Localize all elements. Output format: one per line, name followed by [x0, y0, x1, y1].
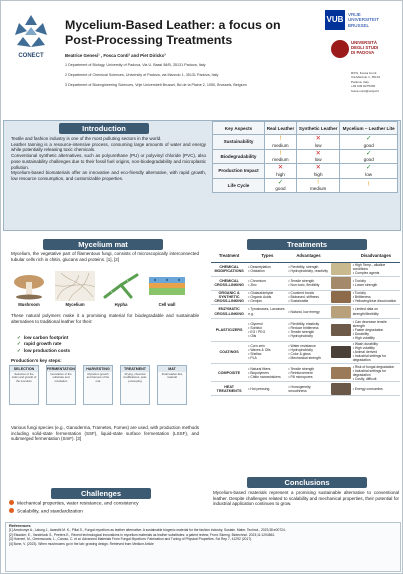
treatment-types-item: • Organic Acids	[248, 295, 272, 300]
tr-header: Treatment	[211, 251, 247, 262]
treatment-types-item: • Genipin	[248, 299, 263, 304]
treatment-adv-item: • Hydrophobicity	[288, 333, 313, 338]
ka-cell-text: high	[313, 171, 323, 177]
sample-swatch	[331, 367, 351, 379]
sample-swatch	[331, 263, 351, 275]
introduction-heading: Introduction	[59, 123, 149, 134]
treatment-adv	[287, 319, 329, 341]
reference-item: [3] Hoenerl, M., Greenwoods, L., Caruso, C. et al. Advanced Materials From Fungal Mycelium: Fabrication and Tuning of Physical Properties. Sci Rep 7, 41292 (2017).	[9, 537, 253, 542]
treatment-dis-item: • High Temp., alkaline conditions	[352, 263, 386, 272]
ka-row-label: Sustainability	[213, 135, 265, 150]
warning-icon: !	[317, 178, 320, 186]
challenge-item: Scalability, and standardization	[9, 508, 139, 516]
treatment-name: PLASTICIZERS	[211, 319, 247, 341]
treatment-types-item: • Zinc	[248, 283, 257, 288]
intro-paragraph: Textile and fashion industry is one of the most polluting sectors in the world.	[11, 136, 162, 141]
treatment-types	[247, 319, 287, 341]
mycelium-intro: Mycelium, the vegetative part of filamentous fungi, consists of microscopically interconnected tubular cells rich in chitin, glucans and proteins. [1], [2]	[11, 251, 199, 262]
contact-line: fosca.conti@unipd.it	[351, 88, 379, 93]
tr-header: Disadvantages	[352, 251, 400, 262]
challenges-heading: Challenges	[51, 488, 151, 499]
treatment-row	[211, 262, 400, 276]
step-desc: Mycelium growth and harvest of the mat	[86, 372, 110, 383]
conect-logo-icon	[5, 11, 57, 53]
treatment-adv-item: • Color & gloss	[288, 352, 311, 357]
treatment-types	[247, 364, 287, 382]
ka-cell-text: medium	[309, 186, 327, 191]
unipd-line: DI PADOVA	[351, 50, 375, 55]
treatment-sample	[330, 262, 352, 276]
treatment-dis	[352, 305, 400, 319]
treatment-adv-item: • Fill micropores	[288, 374, 313, 379]
mycelium-properties: These natural polymers make it a promising material for biodegradable and sustainable alternatives to traditional leather for their:	[11, 313, 199, 324]
warning-icon: !	[279, 135, 282, 142]
treatment-name: ORGANIC & SYNTHETIC CROSS-LINKING	[211, 290, 247, 304]
contact-line: +39 049 8275336	[351, 84, 376, 89]
ka-cell	[265, 149, 297, 164]
treatment-row	[211, 319, 400, 341]
treatment-types	[247, 290, 287, 304]
references-heading: References	[9, 523, 31, 528]
conect-logo	[5, 11, 57, 69]
ka-row	[213, 149, 398, 164]
treatment-dis	[352, 290, 400, 304]
affiliation-1: 1 Department of Biology, University of Padova, Via U. Bassi 58/B, 35131 Padova, Italy	[65, 63, 206, 67]
step-desc: Selection of the strain and growth of the inoculum	[11, 372, 37, 383]
contact-block	[351, 71, 380, 93]
ka-cell-text: low	[365, 171, 373, 177]
key-aspects-table	[212, 121, 398, 193]
step-desc: Final leather-like material	[161, 372, 183, 380]
treatment-types-item: • Chromium	[248, 279, 266, 284]
vub-logo	[325, 10, 397, 40]
cross-icon: ✕	[315, 164, 321, 171]
ka-cell	[296, 164, 339, 179]
treatment-row	[211, 341, 400, 363]
mycelium-images	[9, 271, 189, 307]
treatment-dis-item: • Yellowing/blue discoloration	[352, 299, 397, 304]
treatment-sample	[330, 341, 352, 363]
vub-line: BRUSSEL	[348, 22, 370, 28]
treatment-dis-item: • Brittleness	[352, 295, 371, 300]
sample-swatch	[331, 306, 351, 318]
ka-header: Key Aspects	[213, 122, 265, 135]
treatment-row	[211, 305, 400, 319]
treatment-dis-item: • Faster degradation	[352, 327, 384, 332]
step-name: SELECTION	[10, 366, 38, 372]
cross-icon: ✕	[315, 149, 321, 157]
bullet-icon	[9, 500, 14, 505]
image-caption: Mycelium	[65, 302, 85, 307]
references-box	[5, 522, 401, 572]
tr-header	[330, 251, 352, 262]
step-name: MAT	[158, 366, 186, 372]
step-name: FERMENTATION	[47, 367, 76, 371]
check-icon: ✓	[277, 178, 284, 186]
treatment-row	[211, 382, 400, 396]
challenge-item: Mechanical properties, water resistance, and consistency	[9, 500, 139, 508]
vub-mark: VUB	[325, 10, 345, 30]
treatment-dis-item: • Toxicity	[352, 291, 366, 296]
check-icon: ✓	[365, 149, 372, 157]
bullet-icon	[9, 508, 14, 513]
conclusions-heading: Conclusions	[247, 477, 367, 488]
cross-icon: ✕	[315, 135, 321, 142]
ka-row-label: Biodegradability	[213, 149, 265, 164]
ka-row	[213, 164, 398, 179]
treatment-dis-item: • Wash durability	[352, 342, 378, 347]
treatment-dis	[352, 319, 400, 341]
reference-item: [1] Amobonye A., Lalung J., Awasthi M. K., Pillai S., Fungal mycelium as leather alternative: A sustainable biogenic material for the fashion industry, Sustain. Mater. Technol., 2023;38:e00724.	[9, 528, 286, 533]
treatment-dis-item: • Industrial settings for degradation	[352, 354, 387, 363]
treatment-name: CHEMICAL CROSS-LINKING	[211, 276, 247, 290]
treatment-types-item: • Sorbitol	[248, 325, 262, 330]
step-desc: Inoculation of the substrate and incubation	[50, 372, 72, 383]
treatment-adv	[287, 290, 329, 304]
ka-cell	[265, 135, 297, 150]
ka-cell-text: low	[314, 142, 322, 148]
ka-cell	[265, 178, 297, 193]
image-caption: Hypha	[114, 302, 128, 307]
treatment-adv-item: • Tensile strength	[288, 329, 315, 334]
treatment-dis-item: • Animal derived	[352, 350, 378, 355]
vub-line: UNIVERSITEIT	[348, 17, 380, 23]
cell-wall-image	[147, 271, 187, 301]
ka-cell-text: good	[363, 157, 374, 162]
treatment-types-item: • Tyrosinases, Laccases e.g.	[248, 307, 285, 316]
treatment-types	[247, 341, 287, 363]
treatment-adv-item: • Homogeneity, smoothness	[288, 384, 312, 393]
treatment-adv-item: • Reduce brittleness	[288, 325, 319, 330]
treatment-types-item: • PLA	[248, 356, 257, 361]
mycelium-network-icon	[55, 271, 95, 301]
check-icon: ✓	[365, 164, 372, 171]
unipd-line: UNIVERSITÀ	[351, 40, 378, 45]
treatment-adv-item: • Non toxic, flexibility	[288, 283, 320, 288]
check-icon: ✓	[17, 341, 21, 347]
contact-line: Padova, Italy	[351, 79, 369, 84]
ka-cell	[340, 164, 398, 179]
authors: Beatrice Genesi¹ , Fosca Conti² and Piet Dirickx³	[65, 53, 166, 58]
treatment-dis-item: • Can decrease tensile strength	[352, 319, 387, 328]
mushroom-icon	[9, 271, 49, 301]
treatment-types-item: • Glutaraldehyde	[248, 291, 274, 296]
sample-swatch	[331, 291, 351, 303]
production-steps	[9, 365, 195, 405]
treatments-heading: Treatments	[247, 239, 367, 250]
treatment-adv	[287, 364, 329, 382]
tr-header: Types	[247, 251, 287, 262]
image-caption: Cell wall	[158, 302, 176, 307]
step-name: HARVESTING	[84, 366, 112, 372]
hypha-image	[101, 271, 141, 301]
reference-item: [2] Elsacker, E., Vandelook S., Peeters E., Recent technological innovations in mycelium materials as leather substitutes: a patent review, Front. Bioeng. Biotechnol. 2023;11:1204861.	[9, 532, 276, 537]
benefit-item: ✓ rapid growth rate	[17, 341, 62, 347]
conclusions-body: Mycelium-based materials represent a promising sustainable alternative to conventional leather. Despite challenges related to scalability and mechanical properties, their potential for industrial application continues to grow.	[213, 490, 399, 507]
treatments-table	[211, 251, 400, 396]
check-icon: ✓	[17, 335, 21, 340]
treatment-sample	[330, 290, 352, 304]
treatment-row	[211, 276, 400, 290]
treatment-dis-item: • Complex agents	[352, 271, 380, 276]
treatment-sample	[330, 276, 352, 290]
unipd-seal-icon	[331, 40, 349, 58]
treatment-adv	[287, 262, 329, 276]
treatment-adv-item: • Covalent bonds	[288, 291, 315, 296]
poster-title: Mycelium-Based Leather: a focus on Post-Processing Treatments	[65, 18, 281, 47]
vub-line: VRIJE	[348, 12, 361, 17]
ka-cell-text: low	[314, 157, 322, 162]
treatment-adv-item: • Tensile strength	[288, 366, 315, 371]
benefit-item: ✓ low carbon footprint	[17, 335, 69, 340]
ka-cell-text: good	[275, 186, 286, 191]
treatment-dis	[352, 262, 400, 276]
treatment-dis-item: • High volatility	[352, 346, 375, 351]
treatment-types	[247, 276, 287, 290]
treatment-adv-item: • Hydrophobicity	[288, 348, 313, 353]
treatment-dis-item: • High volatility	[352, 335, 375, 340]
ka-row	[213, 135, 398, 150]
ka-cell-text: good	[363, 142, 374, 148]
sample-swatch	[331, 277, 351, 289]
treatment-adv-item: • Flexibility, elasticity	[288, 321, 320, 326]
treatment-dis-item: • Costly, difficult	[352, 376, 377, 381]
treatment-dis-item: • Lower strength	[352, 283, 378, 288]
ka-row-label: Production Impact	[213, 164, 265, 179]
sample-swatch	[331, 346, 351, 358]
treatment-types-item: • Hot pressing	[248, 386, 270, 391]
ka-cell-text: medium	[272, 142, 289, 148]
treatment-adv-item: • Natural, low energy	[288, 309, 320, 314]
ka-cell-text: medium	[272, 157, 289, 162]
ka-row-label: Life Cycle	[213, 178, 265, 193]
treatment-types-item: • EG / PEG	[248, 329, 266, 334]
tr-header: Advantages	[287, 251, 329, 262]
contact-line: RX%, Fosca Conti	[351, 71, 377, 75]
affiliation-2: 2 Department of Chemical Sciences, University of Padova, via Marzolo 1, 35131 Padova, Italy	[65, 73, 219, 77]
treatment-types-item: • Oils	[248, 333, 257, 338]
treatment-adv	[287, 382, 329, 396]
affiliation-3: 3 Department of Bioengineering Sciences, Vrije Universiteit Brussel, Bd de la Plaine 2, 1050, Brussels, Belgium	[65, 83, 247, 87]
treatment-name: CHEMICAL MODIFICATIONS	[211, 262, 247, 276]
ka-cell	[340, 135, 398, 150]
ka-cell-text: high	[276, 171, 285, 177]
treatment-types	[247, 382, 287, 396]
cross-icon: ✕	[277, 164, 284, 171]
treatment-dis-item: • Limited data on strength/flexibility	[352, 307, 379, 316]
benefit-item: ✓ low production costs	[17, 347, 71, 353]
step-name: TREATMENT	[121, 366, 149, 372]
treatment-types-item: • Waxes & Oils	[248, 348, 271, 353]
introduction-body	[11, 136, 206, 182]
treatment-types-item: • Biopolymers	[248, 370, 269, 375]
treatment-adv	[287, 276, 329, 290]
treatment-adv	[287, 341, 329, 363]
treatment-dis-item: • Risk of fungal degradation	[352, 364, 395, 369]
treatment-sample	[330, 319, 352, 341]
treatment-types-item: • Shellac	[248, 352, 262, 357]
treatment-dis	[352, 276, 400, 290]
reference-item: [4] Bone, V. (2023). When mushrooms go in the lab: growing design. Retrieved from Medium Article	[9, 541, 154, 546]
ka-header: Real Leather	[265, 122, 297, 135]
treatment-sample	[330, 364, 352, 382]
steps-label: Production's key steps:	[11, 358, 62, 363]
treatment-name: COMPOSITE	[211, 364, 247, 382]
treatment-types	[247, 305, 287, 319]
treatment-name: COATINGS	[211, 341, 247, 363]
check-icon: ✓	[365, 135, 372, 142]
ka-cell	[265, 164, 297, 179]
ka-cell	[340, 178, 398, 193]
warning-icon: !	[367, 181, 370, 188]
mushroom-image	[9, 271, 49, 301]
treatment-name: ENZYMATIC CROSS-LINKING	[211, 305, 247, 319]
cell-wall-icon	[147, 271, 187, 301]
mycelium-image	[55, 271, 95, 301]
treatment-types-item: • Chitin nanowhiskers	[248, 374, 281, 379]
contact-line: Via Marzolo 1, 35131	[351, 75, 381, 80]
ka-row	[213, 178, 398, 193]
hypha-icon	[101, 271, 141, 301]
treatment-adv-item: • Flexibility, strength	[288, 265, 319, 270]
treatment-dis-item: • Industrial settings for degradation	[352, 368, 387, 377]
check-icon: ✓	[17, 347, 21, 353]
sample-swatch	[331, 324, 351, 336]
treatment-sample	[330, 305, 352, 319]
treatment-adv-item: • Tensile strength	[288, 279, 315, 284]
ka-cell	[296, 178, 339, 193]
ka-header: Synthetic Leather	[296, 122, 339, 135]
challenges-list	[9, 500, 139, 516]
intro-paragraph: Mycelium-based biomaterials offer an innovative and eco-friendly alternative, with rapid growth, low resource consumption, and customizable properties.	[11, 170, 206, 181]
treatment-types-item: • Deacetylation	[248, 265, 271, 270]
treatment-sample	[330, 382, 352, 396]
treatment-adv	[287, 305, 329, 319]
intro-paragraph: Leather tanning is a resource-intensive process, consuming large amounts of water and energy while potentially releasing toxic chemicals.	[11, 141, 206, 153]
treatment-adv-item: • Water resistance	[288, 344, 316, 349]
intro-paragraph: Conventional synthetic alternatives, such as polyurethane (PU) or polyvinyl chloride (PVC), also pose sustainability challenges due to their fossil fuel origins, non-biodegradability and microplastic pollution.	[11, 153, 206, 170]
treatment-types-item: • Natural fibers	[248, 366, 271, 371]
fungi-species-text: Various fungi species (e.g., Ganoderma, Trametes, Fomes) are used, with production methods including solid-state fermentation (SSF), liquid-state surface fermentation (LSSF), and submerged fermentation (SmF). [3]	[11, 425, 200, 442]
treatment-adv-item: • Mechanical strength	[288, 356, 321, 361]
treatment-types-item: • Oxidation	[248, 269, 265, 274]
treatment-dis	[352, 364, 400, 382]
treatment-dis-item: • Energy consumins	[352, 386, 383, 391]
treatment-types	[247, 262, 287, 276]
treatment-dis-item: • Durability	[352, 331, 369, 336]
treatment-adv-item: • Reinforcement	[288, 370, 313, 375]
treatment-types-item: • Corn zein	[248, 344, 265, 349]
ka-cell	[340, 149, 398, 164]
mycelium-heading: Mycelium mat	[43, 239, 163, 250]
unipd-line: DEGLI STUDI	[351, 45, 379, 50]
treatment-name: HEAT TREATMENTS	[211, 382, 247, 396]
ka-cell	[296, 135, 339, 150]
warning-icon: !	[279, 149, 282, 157]
treatment-row	[211, 290, 400, 304]
treatment-dis	[352, 382, 400, 396]
ka-cell	[296, 149, 339, 164]
treatment-adv-item: • Biobased, stiffness	[288, 295, 319, 300]
treatment-dis-item: • Toxicity	[352, 279, 366, 284]
benefits-list	[17, 335, 70, 354]
treatment-types-item: • Glycerol	[248, 321, 263, 326]
treatment-adv-item: • Sustainable	[288, 299, 309, 304]
image-caption: Mushroom	[18, 302, 40, 307]
sample-swatch	[331, 383, 351, 395]
ka-header: Mycelium – Leather Lite	[340, 122, 398, 135]
logo-label: CONECT	[18, 53, 44, 59]
treatment-dis	[352, 341, 400, 363]
step-desc: Drying, chemical modifications, post-processing	[122, 372, 148, 383]
treatment-row	[211, 364, 400, 382]
treatment-adv-item: • Hydrophobicity, reactivity	[288, 269, 328, 274]
